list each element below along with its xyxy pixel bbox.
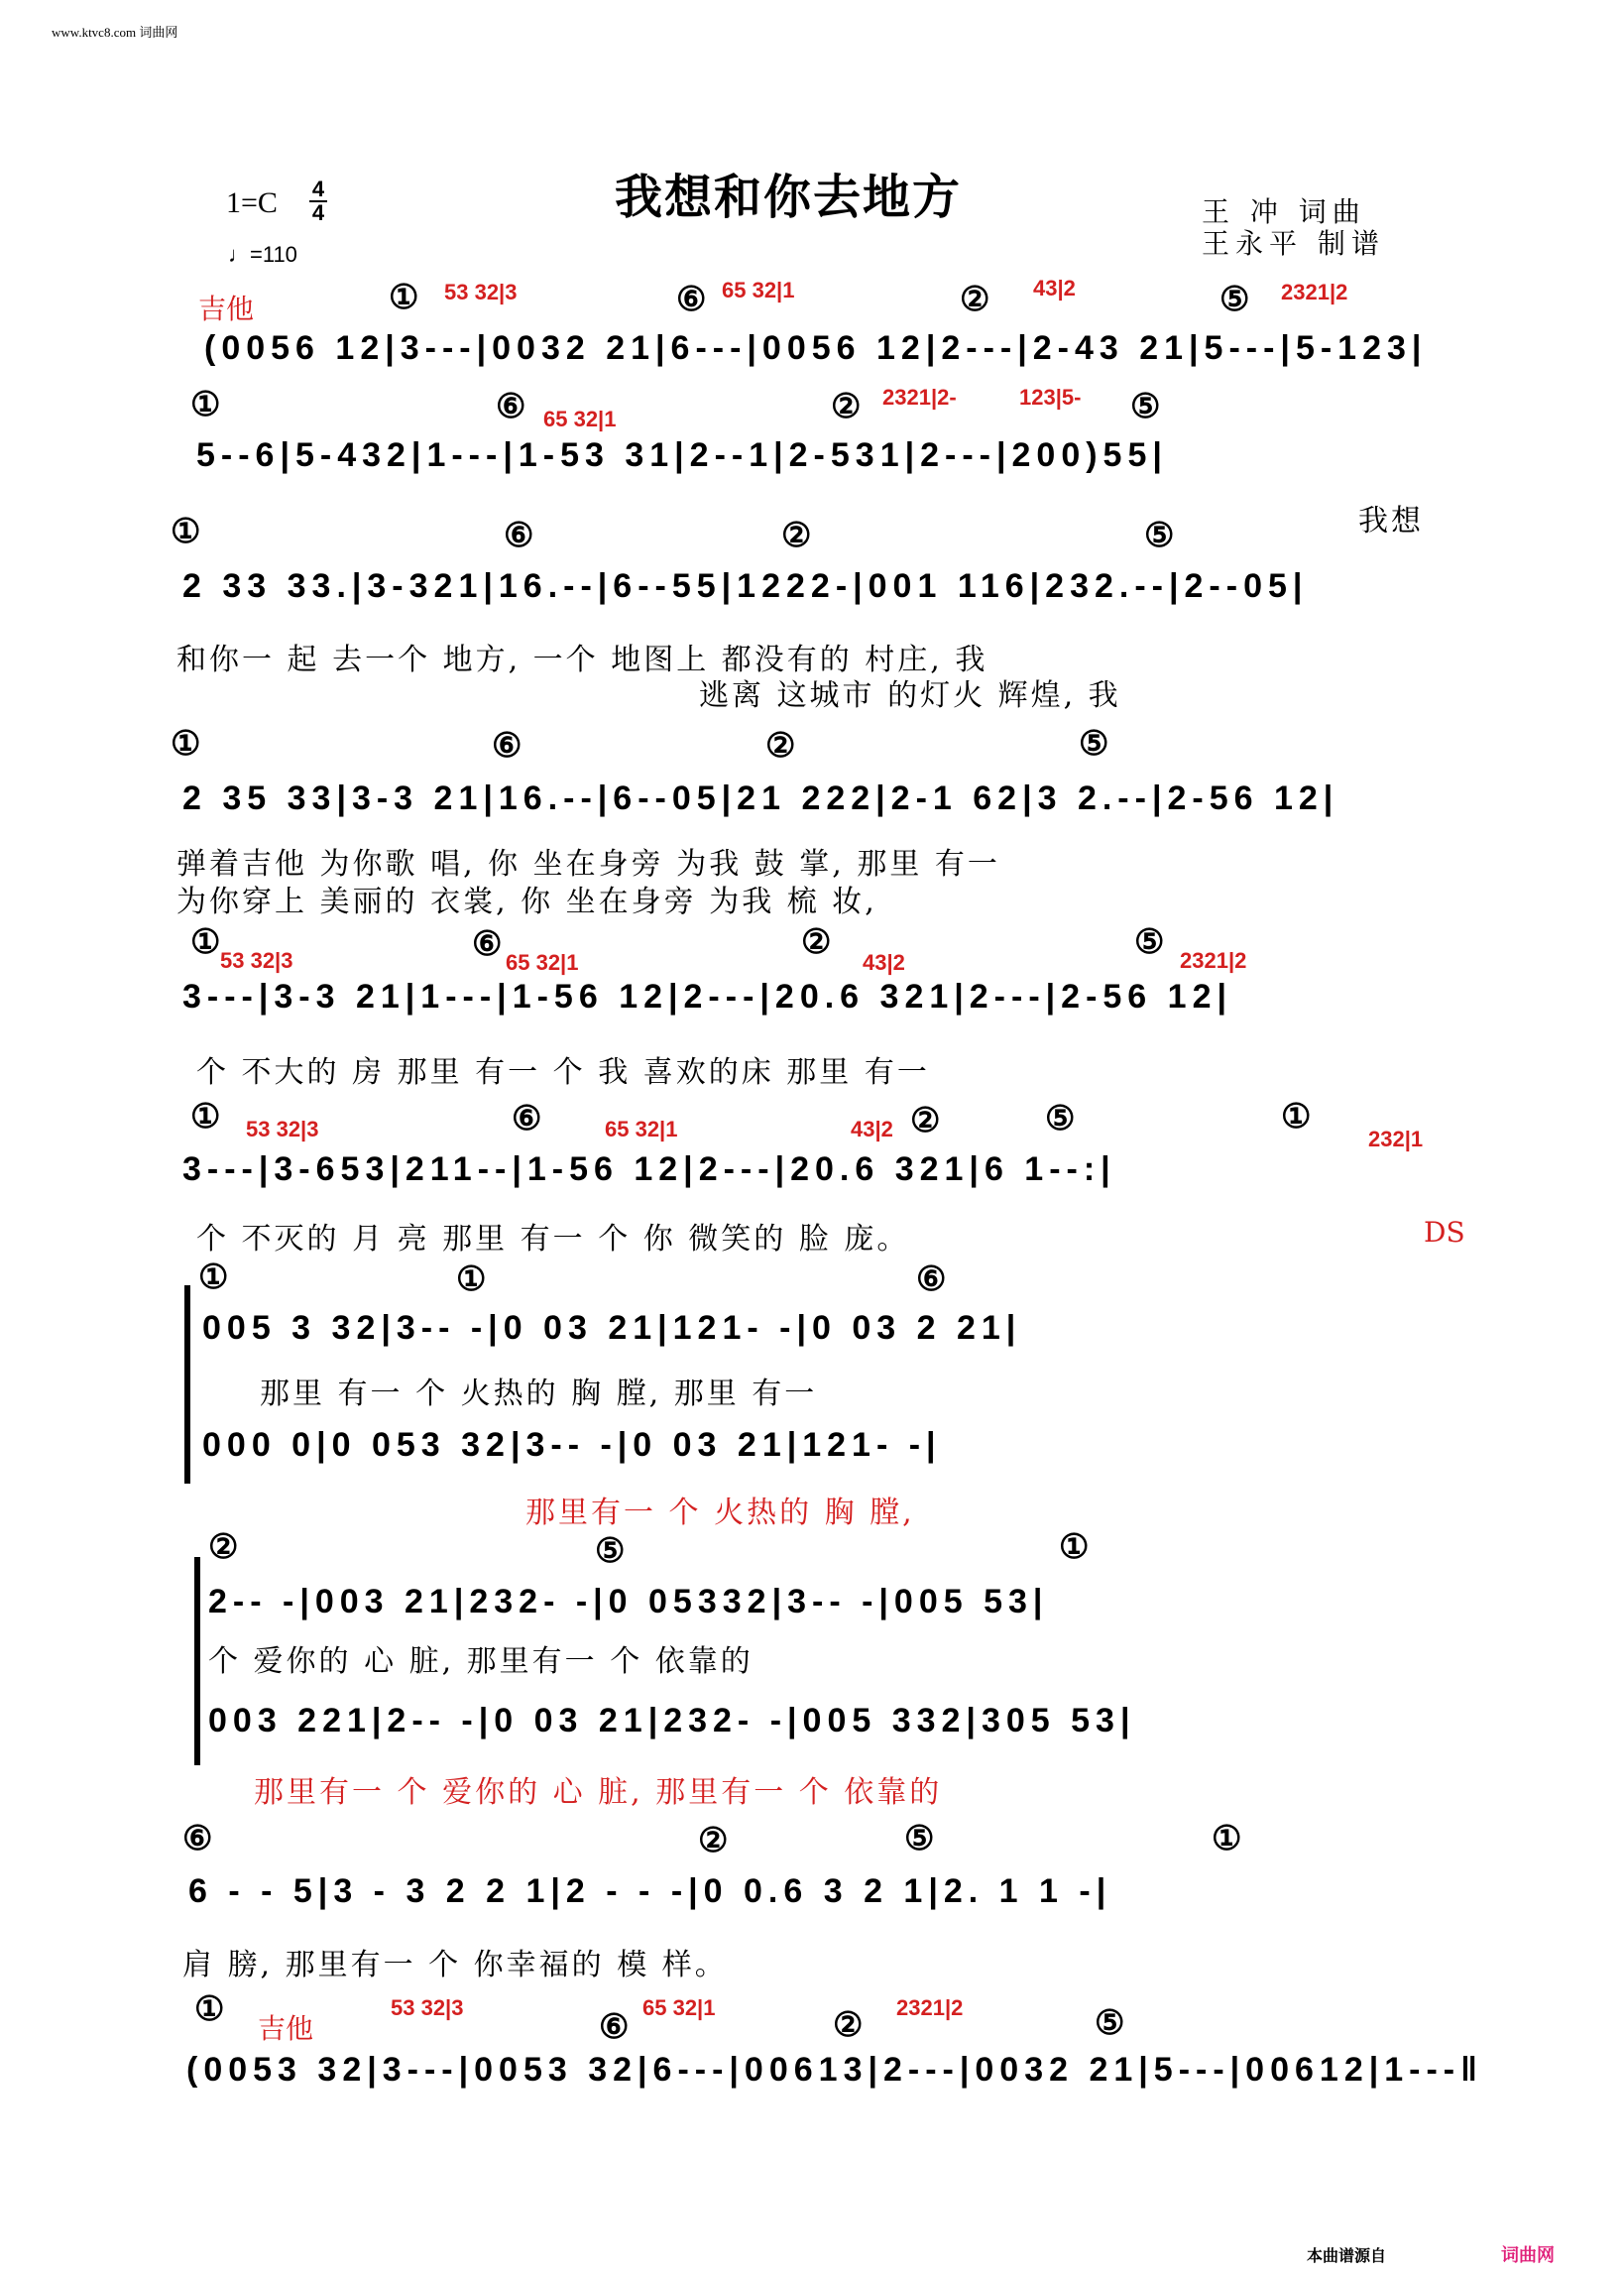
system-bracket (184, 1285, 190, 1484)
ornament-annotation: 65 32|1 (543, 407, 617, 431)
lyric-line: 个 不灭的 月 亮 那里 有一 个 你 微笑的 脸 庞。 (196, 1222, 910, 1257)
chord-marker: ② (960, 281, 990, 318)
ornament-annotation: 2321|2 (1180, 948, 1247, 973)
song-title: 我想和你去地方 (615, 170, 963, 225)
chord-marker: ② (765, 727, 796, 765)
notation-line: (0056 12|3---|0032 21|6---|0056 12|2---|2-43 21|5---|5-123| (204, 329, 1428, 367)
chord-marker: ⑥ (512, 1100, 542, 1138)
chord-marker: ⑤ (904, 1820, 935, 1857)
footer-source-label: 本曲谱源自 (1306, 2246, 1386, 2265)
chord-marker: ⑤ (1219, 281, 1250, 318)
lyric-line: 那里有一 个 火热的 胸 膛, (525, 1496, 915, 1530)
chord-marker: ① (190, 386, 221, 423)
notation-line: 3---|3-653|211--|1-56 12|2---|20.6 321|6 1--:| (182, 1150, 1116, 1188)
time-signature: 4 4 (309, 179, 327, 224)
chord-marker: ① (456, 1260, 487, 1298)
notation-line: 5--6|5-432|1---|1-53 31|2--1|2-531|2---|200)55| (196, 436, 1168, 474)
chord-marker: ② (801, 923, 832, 961)
ornament-annotation: 65 32|1 (506, 950, 579, 975)
notation-line: 2 35 33|3-3 21|16.--|6--05|21 222|2-1 62|3 2.--|2-56 12| (182, 779, 1339, 817)
chord-marker: ⑤ (1130, 388, 1161, 425)
notation-line: (0053 32|3---|0053 32|6---|00613|2---|0032 21|5---|00612|1---‖ (186, 2051, 1484, 2089)
lyric-line: 个 不大的 房 那里 有一 个 我 喜欢的床 那里 有一 (196, 1055, 930, 1090)
notation-line: 000 0|0 053 32|3-- -|0 03 21|121- -| (202, 1426, 942, 1464)
ornament-annotation: 2321|2- (882, 385, 957, 410)
system-bracket (194, 1557, 200, 1765)
chord-marker: ⑥ (496, 388, 526, 425)
lyric-line: 个 爱你的 心 脏, 那里有一 个 依靠的 (208, 1644, 754, 1679)
ornament-annotation: 65 32|1 (722, 278, 795, 302)
ornament-annotation: 43|2 (851, 1117, 893, 1141)
chord-marker: ② (698, 1822, 729, 1859)
ornament-annotation: 53 32|3 (391, 1995, 464, 2020)
chord-marker: ② (781, 517, 812, 554)
ornament-annotation: 123|5- (1019, 385, 1082, 410)
ornament-annotation: 232|1 (1368, 1127, 1424, 1151)
chord-marker: ⑥ (472, 925, 503, 963)
footer-site-link[interactable]: 词曲网 (1501, 2245, 1555, 2266)
guitar-label: 吉他 (198, 293, 255, 325)
ornament-annotation: 53 32|3 (444, 280, 518, 304)
notation-line: 6 - - 5|3 - 3 2 2 1|2 - - -|0 0.6 3 2 1|2. 1 1 -| (188, 1872, 1112, 1910)
right-watermark (1604, 0, 1624, 2276)
notation-line: 003 221|2-- -|0 03 21|232- -|005 332|305 53| (208, 1702, 1136, 1739)
chord-marker: ① (198, 1258, 229, 1296)
notation-line: 2 33 33.|3-321|16.--|6--55|1222-|001 116|232.--|2--05| (182, 567, 1309, 605)
chord-marker: ② (208, 1528, 239, 1566)
lyric-line: 逃离 这城市 的灯火 辉煌, 我 (699, 678, 1121, 713)
chord-marker: ⑥ (492, 727, 522, 765)
chord-marker: ① (194, 1990, 225, 2028)
chord-marker: ⑥ (916, 1260, 947, 1298)
chord-marker: ① (1212, 1820, 1242, 1857)
credit-line-1: 王 冲 词曲 (1202, 195, 1366, 228)
ornament-annotation: 43|2 (863, 950, 905, 975)
chord-marker: ② (831, 388, 862, 425)
chord-marker: ⑤ (595, 1532, 626, 1570)
notation-line: 3---|3-3 21|1---|1-56 12|2---|20.6 321|2---|2-56 12| (182, 978, 1232, 1016)
chord-marker: ⑤ (1134, 923, 1165, 961)
ds-marking: DS (1424, 1216, 1465, 1249)
ornament-annotation: 53 32|3 (246, 1117, 319, 1141)
lyric-line: 那里 有一 个 火热的 胸 膛, 那里 有一 (260, 1377, 818, 1411)
chord-marker: ① (1059, 1528, 1090, 1566)
chord-marker: ① (190, 923, 221, 961)
ornament-annotation: 65 32|1 (605, 1117, 678, 1141)
lyric-line: 那里有一 个 爱你的 心 脏, 那里有一 个 依靠的 (254, 1775, 943, 1810)
lyric-line: 和你一 起 去一个 地方, 一个 地图上 都没有的 村庄, 我 (176, 643, 988, 677)
ornament-annotation: 2321|2 (1281, 280, 1348, 304)
lyric-line: 弹着吉他 为你歌 唱, 你 坐在身旁 为我 鼓 掌, 那里 有一 (176, 847, 1000, 882)
ornament-annotation: 53 32|3 (220, 948, 293, 973)
chord-marker: ② (833, 2006, 864, 2044)
ornament-annotation: 43|2 (1033, 276, 1076, 300)
left-watermark (0, 0, 20, 2276)
notation-line: 005 3 32|3-- -|0 03 21|121- -|0 03 2 21| (202, 1309, 1022, 1347)
notation-line: 2-- -|003 21|232- -|0 05332|3-- -|005 53| (208, 1583, 1049, 1620)
chord-marker: ⑥ (504, 517, 534, 554)
chord-marker: ⑥ (182, 1820, 213, 1857)
key-signature: 1=C (226, 186, 278, 219)
lyric-line: 为你穿上 美丽的 衣裳, 你 坐在身旁 为我 梳 妆, (176, 885, 877, 919)
chord-marker: ⑤ (1095, 2004, 1125, 2042)
chord-marker: ① (1281, 1098, 1312, 1136)
chord-marker: ⑤ (1045, 1100, 1076, 1138)
lyric-line: 我想 (1358, 504, 1424, 539)
chord-marker: ① (171, 513, 201, 550)
chord-marker: ① (171, 725, 201, 763)
chord-marker: ⑥ (599, 2008, 630, 2046)
chord-marker: ⑤ (1144, 517, 1175, 554)
chord-marker: ⑥ (676, 281, 707, 318)
lyric-line: 肩 膀, 那里有一 个 你幸福的 模 样。 (182, 1948, 728, 1982)
tempo-marking: ♩=110 (228, 242, 297, 267)
ornament-annotation: 2321|2 (896, 1995, 964, 2020)
chord-marker: ① (389, 279, 419, 316)
ornament-annotation: 65 32|1 (642, 1995, 716, 2020)
chord-marker: ① (190, 1098, 221, 1136)
chord-marker: ⑤ (1079, 725, 1109, 763)
site-label: www.ktvc8.com 词曲网 (52, 25, 178, 40)
chord-marker: ② (910, 1102, 941, 1139)
credit-line-2: 王永平 制谱 (1202, 227, 1385, 260)
guitar-label: 吉他 (258, 2012, 314, 2045)
